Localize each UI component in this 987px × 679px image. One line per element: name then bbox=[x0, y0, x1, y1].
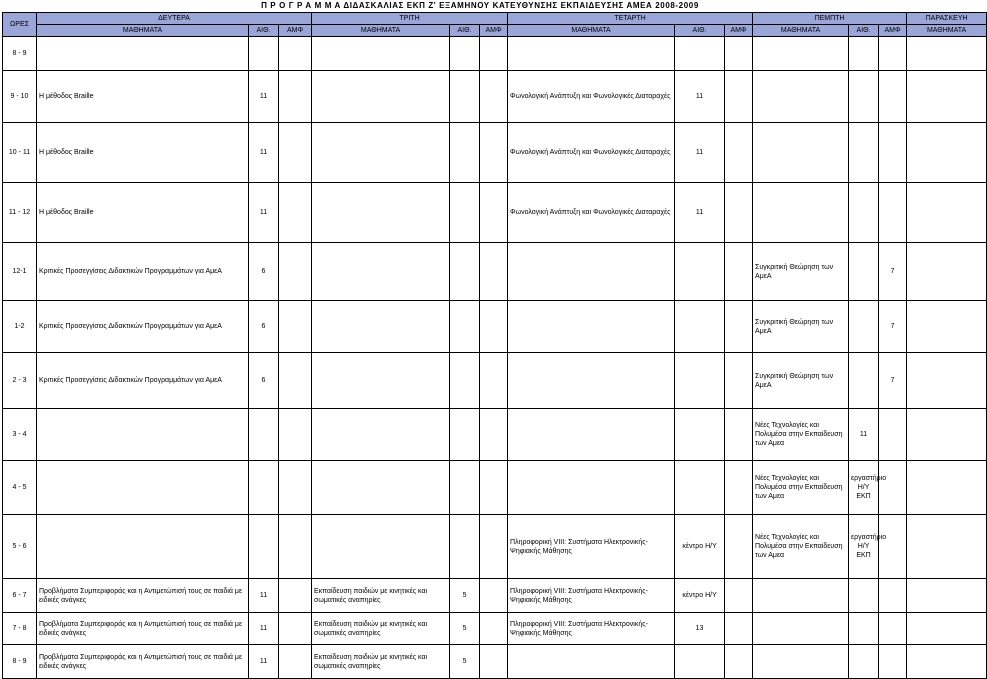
room-cell bbox=[249, 515, 279, 579]
timetable-row bbox=[3, 123, 987, 183]
course-cell bbox=[508, 461, 675, 515]
course-cell bbox=[312, 123, 450, 183]
room-cell: 11 bbox=[675, 183, 725, 243]
course-cell bbox=[907, 579, 987, 613]
room-cell bbox=[675, 353, 725, 409]
hall-cell bbox=[279, 613, 312, 645]
course-cell: Νέες Τεχνολογίες και Πολυμέσα στην Εκπαίδευση των Αμεα bbox=[753, 461, 849, 515]
room-cell: κέντρο Η/Υ bbox=[675, 579, 725, 613]
hall-cell bbox=[279, 645, 312, 679]
subject-subheader: ΜΑΘΗΜΑΤΑ bbox=[907, 25, 987, 37]
hall-cell bbox=[879, 37, 907, 71]
hall-cell bbox=[879, 515, 907, 579]
day-header: ΔΕΥΤΕΡΑ bbox=[37, 13, 312, 25]
hall-cell bbox=[480, 71, 508, 123]
hall-cell bbox=[279, 461, 312, 515]
subject-subheader: ΜΑΘΗΜΑΤΑ bbox=[37, 25, 249, 37]
course-cell bbox=[312, 515, 450, 579]
hall-subheader: ΑΜΦ bbox=[725, 25, 753, 37]
hall-cell bbox=[879, 123, 907, 183]
course-cell: Πληροφορική VIII: Συστήματα Ηλεκτρονικής-Ψηφιακής Μάθησης bbox=[508, 515, 675, 579]
course-cell bbox=[907, 183, 987, 243]
day-header: ΤΡΙΤΗ bbox=[312, 13, 508, 25]
hall-cell bbox=[725, 613, 753, 645]
hall-subheader: ΑΜΦ bbox=[279, 25, 312, 37]
room-subheader: ΑΙΘ. bbox=[849, 25, 879, 37]
hall-cell bbox=[480, 579, 508, 613]
course-cell: Συγκριτική Θεώρηση των ΑμεΑ bbox=[753, 353, 849, 409]
course-cell bbox=[753, 645, 849, 679]
course-cell bbox=[907, 409, 987, 461]
hall-cell bbox=[725, 515, 753, 579]
course-cell bbox=[907, 613, 987, 645]
hall-cell bbox=[725, 645, 753, 679]
hall-cell bbox=[279, 243, 312, 301]
hall-cell bbox=[879, 71, 907, 123]
room-cell bbox=[849, 645, 879, 679]
page-title: Π Ρ Ο Γ Ρ Α Μ Μ Α ΔΙΔΑΣΚΑΛΙΑΣ ΕΚΠ Ζ' ΕΞΑΜΗΝΟΥ ΚΑΤΕΥΘΥΝΣΗΣ ΕΚΠΑΙΔΕΥΣΗΣ ΑΜΕΑ 2008-2009 bbox=[261, 1, 699, 10]
course-cell: Φωνολογική Ανάπτυξη και Φωνολογικές Διαταραχές bbox=[508, 71, 675, 123]
hall-cell bbox=[879, 461, 907, 515]
time-slot: 2 - 3 bbox=[3, 353, 37, 409]
course-cell bbox=[312, 71, 450, 123]
time-slot: 9 - 10 bbox=[3, 71, 37, 123]
room-cell: 6 bbox=[249, 243, 279, 301]
room-cell bbox=[849, 183, 879, 243]
course-cell bbox=[907, 515, 987, 579]
time-slot: 11 - 12 bbox=[3, 183, 37, 243]
hall-cell bbox=[480, 409, 508, 461]
hall-cell bbox=[725, 183, 753, 243]
time-slot: 8 - 9 bbox=[3, 37, 37, 71]
room-subheader: ΑΙΘ. bbox=[675, 25, 725, 37]
room-cell bbox=[450, 71, 480, 123]
hall-cell bbox=[725, 123, 753, 183]
room-cell: 13 bbox=[675, 613, 725, 645]
course-cell bbox=[753, 613, 849, 645]
hall-cell bbox=[480, 353, 508, 409]
hall-cell bbox=[725, 409, 753, 461]
hall-cell: 7 bbox=[879, 243, 907, 301]
room-cell bbox=[450, 243, 480, 301]
course-cell: Φωνολογική Ανάπτυξη και Φωνολογικές Διαταραχές bbox=[508, 183, 675, 243]
hall-cell bbox=[279, 515, 312, 579]
hall-cell: 7 bbox=[879, 301, 907, 353]
course-cell: Πληροφορική VIII: Συστήματα Ηλεκτρονικής-Ψηφιακής Μάθησης bbox=[508, 613, 675, 645]
room-cell bbox=[450, 37, 480, 71]
hall-cell bbox=[725, 461, 753, 515]
room-cell bbox=[675, 409, 725, 461]
timetable-row bbox=[3, 353, 987, 409]
course-cell bbox=[312, 183, 450, 243]
room-cell bbox=[450, 123, 480, 183]
room-cell bbox=[675, 243, 725, 301]
course-cell: Προβλήματα Συμπεριφοράς και η Αντιμετώπισή τους σε παιδιά με ειδικές ανάγκες bbox=[37, 579, 249, 613]
room-cell: 6 bbox=[249, 353, 279, 409]
course-cell bbox=[37, 461, 249, 515]
hall-cell bbox=[480, 37, 508, 71]
hall-cell bbox=[879, 613, 907, 645]
course-cell bbox=[907, 353, 987, 409]
course-cell bbox=[312, 301, 450, 353]
course-cell: Η μέθοδος Braille bbox=[37, 183, 249, 243]
hall-cell bbox=[725, 579, 753, 613]
subject-subheader: ΜΑΘΗΜΑΤΑ bbox=[753, 25, 849, 37]
hall-cell bbox=[480, 613, 508, 645]
course-cell: Φωνολογική Ανάπτυξη και Φωνολογικές Διαταραχές bbox=[508, 123, 675, 183]
hall-cell bbox=[279, 71, 312, 123]
hall-cell bbox=[725, 37, 753, 71]
course-cell: Προβλήματα Συμπεριφοράς και η Αντιμετώπισή τους σε παιδιά με ειδικές ανάγκες bbox=[37, 645, 249, 679]
course-cell bbox=[753, 37, 849, 71]
hall-cell bbox=[480, 301, 508, 353]
hall-cell bbox=[879, 645, 907, 679]
room-cell: 11 bbox=[249, 123, 279, 183]
room-cell: 11 bbox=[675, 71, 725, 123]
room-cell bbox=[849, 613, 879, 645]
course-cell bbox=[907, 645, 987, 679]
course-cell: Η μέθοδος Braille bbox=[37, 123, 249, 183]
hall-cell bbox=[279, 183, 312, 243]
course-cell bbox=[508, 243, 675, 301]
hall-cell bbox=[725, 353, 753, 409]
room-cell bbox=[675, 645, 725, 679]
room-cell: κέντρο Η/Υ bbox=[675, 515, 725, 579]
room-cell bbox=[849, 301, 879, 353]
timetable-row bbox=[3, 613, 987, 645]
course-cell bbox=[753, 579, 849, 613]
course-cell bbox=[37, 37, 249, 71]
hall-cell bbox=[725, 71, 753, 123]
room-cell bbox=[450, 353, 480, 409]
subheader-row bbox=[3, 25, 987, 37]
time-slot: 7 - 8 bbox=[3, 613, 37, 645]
course-cell bbox=[312, 461, 450, 515]
timetable-row bbox=[3, 461, 987, 515]
course-cell: Εκπαίδευση παιδιών με κινητικές και σωματικές αναπηρίες bbox=[312, 579, 450, 613]
course-cell: Νέες Τεχνολογίες και Πολυμέσα στην Εκπαίδευση των Αμεα bbox=[753, 515, 849, 579]
course-cell bbox=[312, 37, 450, 71]
course-cell bbox=[907, 71, 987, 123]
timetable-row bbox=[3, 71, 987, 123]
timetable bbox=[2, 12, 987, 679]
timetable-row bbox=[3, 409, 987, 461]
room-cell bbox=[450, 183, 480, 243]
course-cell: Πληροφορική VIII: Συστήματα Ηλεκτρονικής-Ψηφιακής Μάθησης bbox=[508, 579, 675, 613]
timetable-row bbox=[3, 37, 987, 71]
course-cell bbox=[907, 301, 987, 353]
day-header-row bbox=[3, 13, 987, 25]
subject-subheader: ΜΑΘΗΜΑΤΑ bbox=[312, 25, 450, 37]
time-slot: 10 - 11 bbox=[3, 123, 37, 183]
room-cell: εργαστήριο Η/Υ ΕΚΠ bbox=[849, 461, 879, 515]
course-cell: Συγκριτική Θεώρηση των ΑμεΑ bbox=[753, 243, 849, 301]
room-subheader: ΑΙΘ. bbox=[249, 25, 279, 37]
course-cell bbox=[907, 461, 987, 515]
time-slot: 6 - 7 bbox=[3, 579, 37, 613]
course-cell bbox=[907, 37, 987, 71]
hall-cell bbox=[279, 301, 312, 353]
room-cell bbox=[450, 461, 480, 515]
hall-cell bbox=[279, 37, 312, 71]
course-cell bbox=[753, 183, 849, 243]
hall-cell bbox=[480, 123, 508, 183]
time-slot: 1-2 bbox=[3, 301, 37, 353]
room-cell bbox=[849, 243, 879, 301]
timetable-row bbox=[3, 243, 987, 301]
hall-cell bbox=[279, 123, 312, 183]
room-cell: 5 bbox=[450, 579, 480, 613]
room-cell bbox=[849, 71, 879, 123]
room-cell bbox=[450, 409, 480, 461]
room-cell: 6 bbox=[249, 301, 279, 353]
course-cell bbox=[37, 409, 249, 461]
room-cell: 11 bbox=[249, 613, 279, 645]
room-cell: 5 bbox=[450, 645, 480, 679]
hall-cell bbox=[725, 243, 753, 301]
course-cell: Συγκριτική Θεώρηση των ΑμεΑ bbox=[753, 301, 849, 353]
room-cell: 11 bbox=[249, 645, 279, 679]
course-cell: Εκπαίδευση παιδιών με κινητικές και σωματικές αναπηρίες bbox=[312, 645, 450, 679]
hall-subheader: ΑΜΦ bbox=[480, 25, 508, 37]
room-cell: εργαστήριο Η/Υ ΕΚΠ bbox=[849, 515, 879, 579]
room-cell: 11 bbox=[249, 579, 279, 613]
room-cell bbox=[249, 37, 279, 71]
room-cell: 11 bbox=[249, 183, 279, 243]
hall-subheader: ΑΜΦ bbox=[879, 25, 907, 37]
room-cell bbox=[675, 461, 725, 515]
room-cell bbox=[675, 301, 725, 353]
hall-cell bbox=[480, 183, 508, 243]
course-cell: Κριτικές Προσεγγίσεις Διδακτικών Προγραμμάτων για ΑμεΑ bbox=[37, 243, 249, 301]
room-cell bbox=[249, 461, 279, 515]
timetable-row bbox=[3, 579, 987, 613]
course-cell bbox=[312, 353, 450, 409]
course-cell: Προβλήματα Συμπεριφοράς και η Αντιμετώπισή τους σε παιδιά με ειδικές ανάγκες bbox=[37, 613, 249, 645]
room-cell bbox=[675, 37, 725, 71]
hall-cell: 7 bbox=[879, 353, 907, 409]
timetable-row bbox=[3, 645, 987, 679]
course-cell bbox=[753, 123, 849, 183]
course-cell bbox=[508, 301, 675, 353]
hall-cell bbox=[879, 579, 907, 613]
hall-cell bbox=[480, 461, 508, 515]
course-cell bbox=[508, 409, 675, 461]
hall-cell bbox=[879, 409, 907, 461]
timetable-row bbox=[3, 515, 987, 579]
room-cell bbox=[849, 353, 879, 409]
room-cell bbox=[849, 37, 879, 71]
course-cell bbox=[907, 243, 987, 301]
room-cell: 11 bbox=[675, 123, 725, 183]
room-cell: 11 bbox=[249, 71, 279, 123]
time-slot: 3 - 4 bbox=[3, 409, 37, 461]
room-cell bbox=[249, 409, 279, 461]
room-cell: 5 bbox=[450, 613, 480, 645]
course-cell: Νέες Τεχνολογίες και Πολυμέσα στην Εκπαίδευση των Αμεα bbox=[753, 409, 849, 461]
course-cell bbox=[312, 243, 450, 301]
course-cell bbox=[508, 645, 675, 679]
day-header: ΠΑΡΑΣΚΕΥΗ bbox=[907, 13, 987, 25]
hall-cell bbox=[279, 579, 312, 613]
day-header: ΤΕΤΑΡΤΗ bbox=[508, 13, 753, 25]
time-slot: 5 - 6 bbox=[3, 515, 37, 579]
room-cell: 11 bbox=[849, 409, 879, 461]
subject-subheader: ΜΑΘΗΜΑΤΑ bbox=[508, 25, 675, 37]
hall-cell bbox=[480, 243, 508, 301]
room-cell bbox=[849, 579, 879, 613]
hall-cell bbox=[279, 353, 312, 409]
course-cell: Εκπαίδευση παιδιών με κινητικές και σωματικές αναπηρίες bbox=[312, 613, 450, 645]
room-subheader: ΑΙΘ. bbox=[450, 25, 480, 37]
hall-cell bbox=[480, 515, 508, 579]
time-slot: 4 - 5 bbox=[3, 461, 37, 515]
room-cell bbox=[849, 123, 879, 183]
day-header: ΠΕΜΠΤΗ bbox=[753, 13, 907, 25]
timetable-row bbox=[3, 301, 987, 353]
time-slot: 8 - 9 bbox=[3, 645, 37, 679]
hours-header: ΩΡΕΣ bbox=[3, 13, 37, 37]
course-cell bbox=[508, 37, 675, 71]
hall-cell bbox=[725, 301, 753, 353]
course-cell bbox=[37, 515, 249, 579]
course-cell bbox=[508, 353, 675, 409]
course-cell bbox=[312, 409, 450, 461]
course-cell: Κριτικές Προσεγγίσεις Διδακτικών Προγραμμάτων για ΑμεΑ bbox=[37, 353, 249, 409]
course-cell bbox=[907, 123, 987, 183]
course-cell: Η μέθοδος Braille bbox=[37, 71, 249, 123]
course-cell: Κριτικές Προσεγγίσεις Διδακτικών Προγραμμάτων για ΑμεΑ bbox=[37, 301, 249, 353]
timetable-row bbox=[3, 183, 987, 243]
room-cell bbox=[450, 301, 480, 353]
hall-cell bbox=[480, 645, 508, 679]
hall-cell bbox=[879, 183, 907, 243]
course-cell bbox=[753, 71, 849, 123]
room-cell bbox=[450, 515, 480, 579]
hall-cell bbox=[279, 409, 312, 461]
time-slot: 12-1 bbox=[3, 243, 37, 301]
